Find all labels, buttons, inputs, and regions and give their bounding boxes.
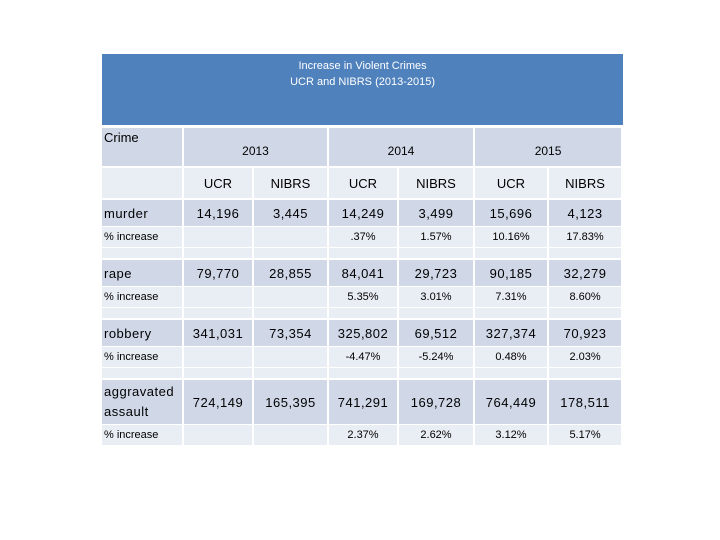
- pct-cell: 1.57%: [399, 227, 475, 248]
- year-header-2015: 2015: [475, 128, 623, 168]
- pct-cell: 5.35%: [329, 287, 399, 308]
- value-cell: 79,770: [184, 260, 254, 287]
- pct-cell: 0.48%: [475, 347, 549, 368]
- table-row: [102, 320, 623, 347]
- spacer: [102, 308, 184, 320]
- spacer: [184, 248, 254, 260]
- pct-cell: [254, 347, 329, 368]
- pct-cell: 3.01%: [399, 287, 475, 308]
- spacer: [184, 368, 254, 380]
- pct-cell: 17.83%: [549, 227, 623, 248]
- subheader-empty: [102, 168, 184, 200]
- row-label-line-2: assault: [104, 404, 149, 419]
- value-cell: 29,723: [399, 260, 475, 287]
- pct-cell: 8.60%: [549, 287, 623, 308]
- pct-cell: -5.24%: [399, 347, 475, 368]
- value-cell: 73,354: [254, 320, 329, 347]
- violent-crimes-table: [102, 54, 623, 446]
- spacer: [102, 248, 184, 260]
- table-row: [102, 227, 623, 248]
- spacer: [254, 368, 329, 380]
- subheader-ucr: UCR: [475, 168, 549, 200]
- pct-increase-label: % increase: [102, 425, 184, 446]
- spacer: [254, 308, 329, 320]
- spacer: [102, 368, 184, 380]
- table-row: [102, 287, 623, 308]
- pct-cell: 2.37%: [329, 425, 399, 446]
- subheader-nibrs: NIBRS: [399, 168, 475, 200]
- pct-cell: [184, 227, 254, 248]
- value-cell: 15,696: [475, 200, 549, 227]
- value-cell: 724,149: [184, 380, 254, 425]
- value-cell: 84,041: [329, 260, 399, 287]
- row-label-aggravated-assault: [102, 380, 184, 425]
- pct-increase-label: % increase: [102, 347, 184, 368]
- pct-cell: -4.47%: [329, 347, 399, 368]
- pct-cell: 5.17%: [549, 425, 623, 446]
- value-cell: 70,923: [549, 320, 623, 347]
- pct-cell: 2.03%: [549, 347, 623, 368]
- table-row: [102, 200, 623, 227]
- pct-increase-label: % increase: [102, 227, 184, 248]
- row-label-robbery: robbery: [102, 320, 184, 347]
- crime-header: Crime: [102, 128, 184, 168]
- table-title: [102, 54, 623, 128]
- pct-cell: [254, 227, 329, 248]
- subheader-nibrs: NIBRS: [549, 168, 623, 200]
- value-cell: 28,855: [254, 260, 329, 287]
- value-cell: 14,249: [329, 200, 399, 227]
- table-row: [102, 380, 623, 425]
- value-cell: 341,031: [184, 320, 254, 347]
- title-line-2: UCR and NIBRS (2013-2015): [290, 76, 435, 88]
- row-label-line-1: aggravated: [104, 384, 175, 399]
- year-header-2013: 2013: [184, 128, 329, 168]
- pct-cell: 7.31%: [475, 287, 549, 308]
- pct-cell: [254, 425, 329, 446]
- spacer: [184, 308, 254, 320]
- spacer: [549, 248, 623, 260]
- value-cell: 69,512: [399, 320, 475, 347]
- year-header-2014: 2014: [329, 128, 475, 168]
- spacer: [475, 308, 549, 320]
- spacer: [399, 248, 475, 260]
- value-cell: 165,395: [254, 380, 329, 425]
- value-cell: 764,449: [475, 380, 549, 425]
- spacer: [475, 248, 549, 260]
- value-cell: 741,291: [329, 380, 399, 425]
- pct-cell: [254, 287, 329, 308]
- subheader-nibrs: NIBRS: [254, 168, 329, 200]
- spacer: [549, 368, 623, 380]
- row-label-murder: murder: [102, 200, 184, 227]
- pct-cell: 10.16%: [475, 227, 549, 248]
- value-cell: 325,802: [329, 320, 399, 347]
- spacer: [329, 308, 399, 320]
- spacer: [329, 248, 399, 260]
- value-cell: 3,445: [254, 200, 329, 227]
- row-label-rape: rape: [102, 260, 184, 287]
- spacer: [399, 368, 475, 380]
- pct-cell: .37%: [329, 227, 399, 248]
- value-cell: 327,374: [475, 320, 549, 347]
- pct-cell: 3.12%: [475, 425, 549, 446]
- value-cell: 178,511: [549, 380, 623, 425]
- pct-cell: 2.62%: [399, 425, 475, 446]
- spacer: [475, 368, 549, 380]
- value-cell: 4,123: [549, 200, 623, 227]
- pct-cell: [184, 425, 254, 446]
- spacer: [399, 308, 475, 320]
- value-cell: 169,728: [399, 380, 475, 425]
- table-row: [102, 260, 623, 287]
- pct-cell: [184, 287, 254, 308]
- table-row: [102, 425, 623, 446]
- subheader-ucr: UCR: [184, 168, 254, 200]
- table-row: [102, 347, 623, 368]
- spacer: [549, 308, 623, 320]
- value-cell: 90,185: [475, 260, 549, 287]
- value-cell: 32,279: [549, 260, 623, 287]
- value-cell: 3,499: [399, 200, 475, 227]
- pct-cell: [184, 347, 254, 368]
- subheader-ucr: UCR: [329, 168, 399, 200]
- title-line-1: Increase in Violent Crimes: [298, 60, 427, 72]
- spacer: [254, 248, 329, 260]
- value-cell: 14,196: [184, 200, 254, 227]
- spacer: [329, 368, 399, 380]
- pct-increase-label: % increase: [102, 287, 184, 308]
